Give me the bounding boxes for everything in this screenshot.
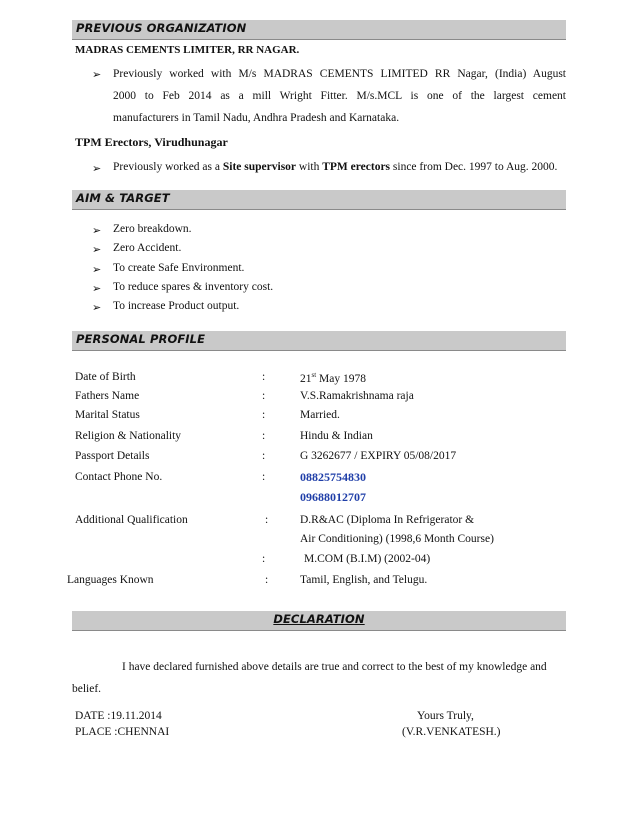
signatory-name: (V.R.VENKATESH.)	[402, 726, 501, 738]
colon: :	[262, 390, 266, 402]
colon: :	[262, 553, 266, 565]
father-value: V.S.Ramakrishnama raja	[300, 390, 414, 402]
section-title: DECLARATION	[273, 612, 365, 626]
aim-item: To create Safe Environment.	[113, 262, 245, 274]
dob-label: Date of Birth	[75, 371, 136, 383]
aim-item: Zero Accident.	[113, 242, 182, 254]
father-label: Fathers Name	[75, 390, 140, 402]
dob-rest: May 1978	[316, 372, 367, 385]
arrow-bullet-icon: ➢	[92, 244, 102, 256]
colon: :	[262, 409, 266, 421]
org1-description	[113, 63, 566, 129]
org2-name: TPM Erectors, Virudhunagar	[75, 135, 228, 149]
org2-company: TPM erectors	[322, 161, 391, 173]
religion-value: Hindu & Indian	[300, 430, 373, 442]
arrow-bullet-icon: ➢	[92, 302, 102, 314]
qualification-line-3: M.COM (B.I.M) (2002-04)	[304, 553, 431, 565]
qualification-label: Additional Qualification	[75, 514, 188, 526]
org2-pre: Previously worked as a	[113, 161, 223, 173]
phone-1: 08825754830	[300, 470, 366, 484]
passport-label: Passport Details	[75, 450, 150, 462]
dob-day: 21	[300, 372, 312, 385]
phone-2: 09688012707	[300, 490, 366, 504]
colon: :	[262, 471, 266, 483]
languages-label: Languages Known	[67, 574, 154, 586]
org2-description	[113, 161, 557, 173]
yours-truly: Yours Truly,	[417, 710, 474, 722]
colon: :	[265, 514, 269, 526]
place-field: PLACE :CHENNAI	[75, 726, 170, 738]
arrow-bullet-icon: ➢	[92, 264, 102, 276]
colon: :	[262, 430, 266, 442]
aim-item: To increase Product output.	[113, 300, 240, 312]
qualification-line-1: D.R&AC (Diploma In Refrigerator &	[300, 514, 475, 526]
contact-label: Contact Phone No.	[75, 471, 163, 483]
dob-suffix: st	[311, 371, 317, 379]
org2-mid: with	[296, 161, 323, 173]
colon: :	[262, 371, 266, 383]
section-header-aim-target	[72, 190, 566, 210]
marital-label: Marital Status	[75, 409, 140, 421]
section-header-personal-profile	[72, 331, 566, 351]
dob-value	[300, 371, 366, 385]
org1-name: MADRAS CEMENTS LIMITER, RR NAGAR.	[75, 44, 300, 56]
section-header-previous-organization	[72, 20, 566, 40]
marital-value: Married.	[300, 409, 340, 421]
arrow-bullet-icon: ➢	[92, 283, 102, 295]
languages-value: Tamil, English, and Telugu.	[300, 574, 428, 586]
org1-line-3: manufacturers in Tamil Nadu, Andhra Pradesh and Karnataka.	[113, 112, 400, 124]
org2-role: Site supervisor	[222, 161, 297, 173]
aim-item: Zero breakdown.	[113, 223, 192, 235]
org1-line-2: 2000 to Feb 2014 as a mill Wright Fitter. M/s.MCL is one of the largest cement	[113, 90, 566, 102]
date-field: DATE :19.11.2014	[75, 710, 162, 722]
colon: :	[265, 574, 269, 586]
declaration-line-1: I have declared furnished above details are true and correct to the best of my knowledge and	[122, 661, 547, 673]
aim-item: To reduce spares & inventory cost.	[113, 281, 274, 293]
colon: :	[262, 450, 266, 462]
declaration-line-2: belief.	[72, 683, 102, 695]
religion-label: Religion & Nationality	[75, 430, 182, 442]
arrow-bullet-icon: ➢	[92, 163, 102, 175]
declaration-text	[72, 656, 552, 700]
org2-post: since from Dec. 1997 to Aug. 2000.	[390, 161, 558, 173]
section-header-declaration	[72, 611, 566, 631]
qualification-line-2: Air Conditioning) (1998,6 Month Course)	[300, 533, 494, 545]
arrow-bullet-icon: ➢	[92, 225, 102, 237]
section-title: PREVIOUS ORGANIZATION	[76, 21, 247, 35]
org1-line-1: Previously worked with M/s MADRAS CEMENTS LIMITED RR Nagar, (India) August	[113, 68, 566, 80]
section-title: PERSONAL PROFILE	[76, 332, 206, 346]
arrow-bullet-icon: ➢	[92, 69, 102, 81]
passport-value: G 3262677 / EXPIRY 05/08/2017	[300, 450, 457, 462]
section-title: AIM & TARGET	[76, 191, 170, 205]
